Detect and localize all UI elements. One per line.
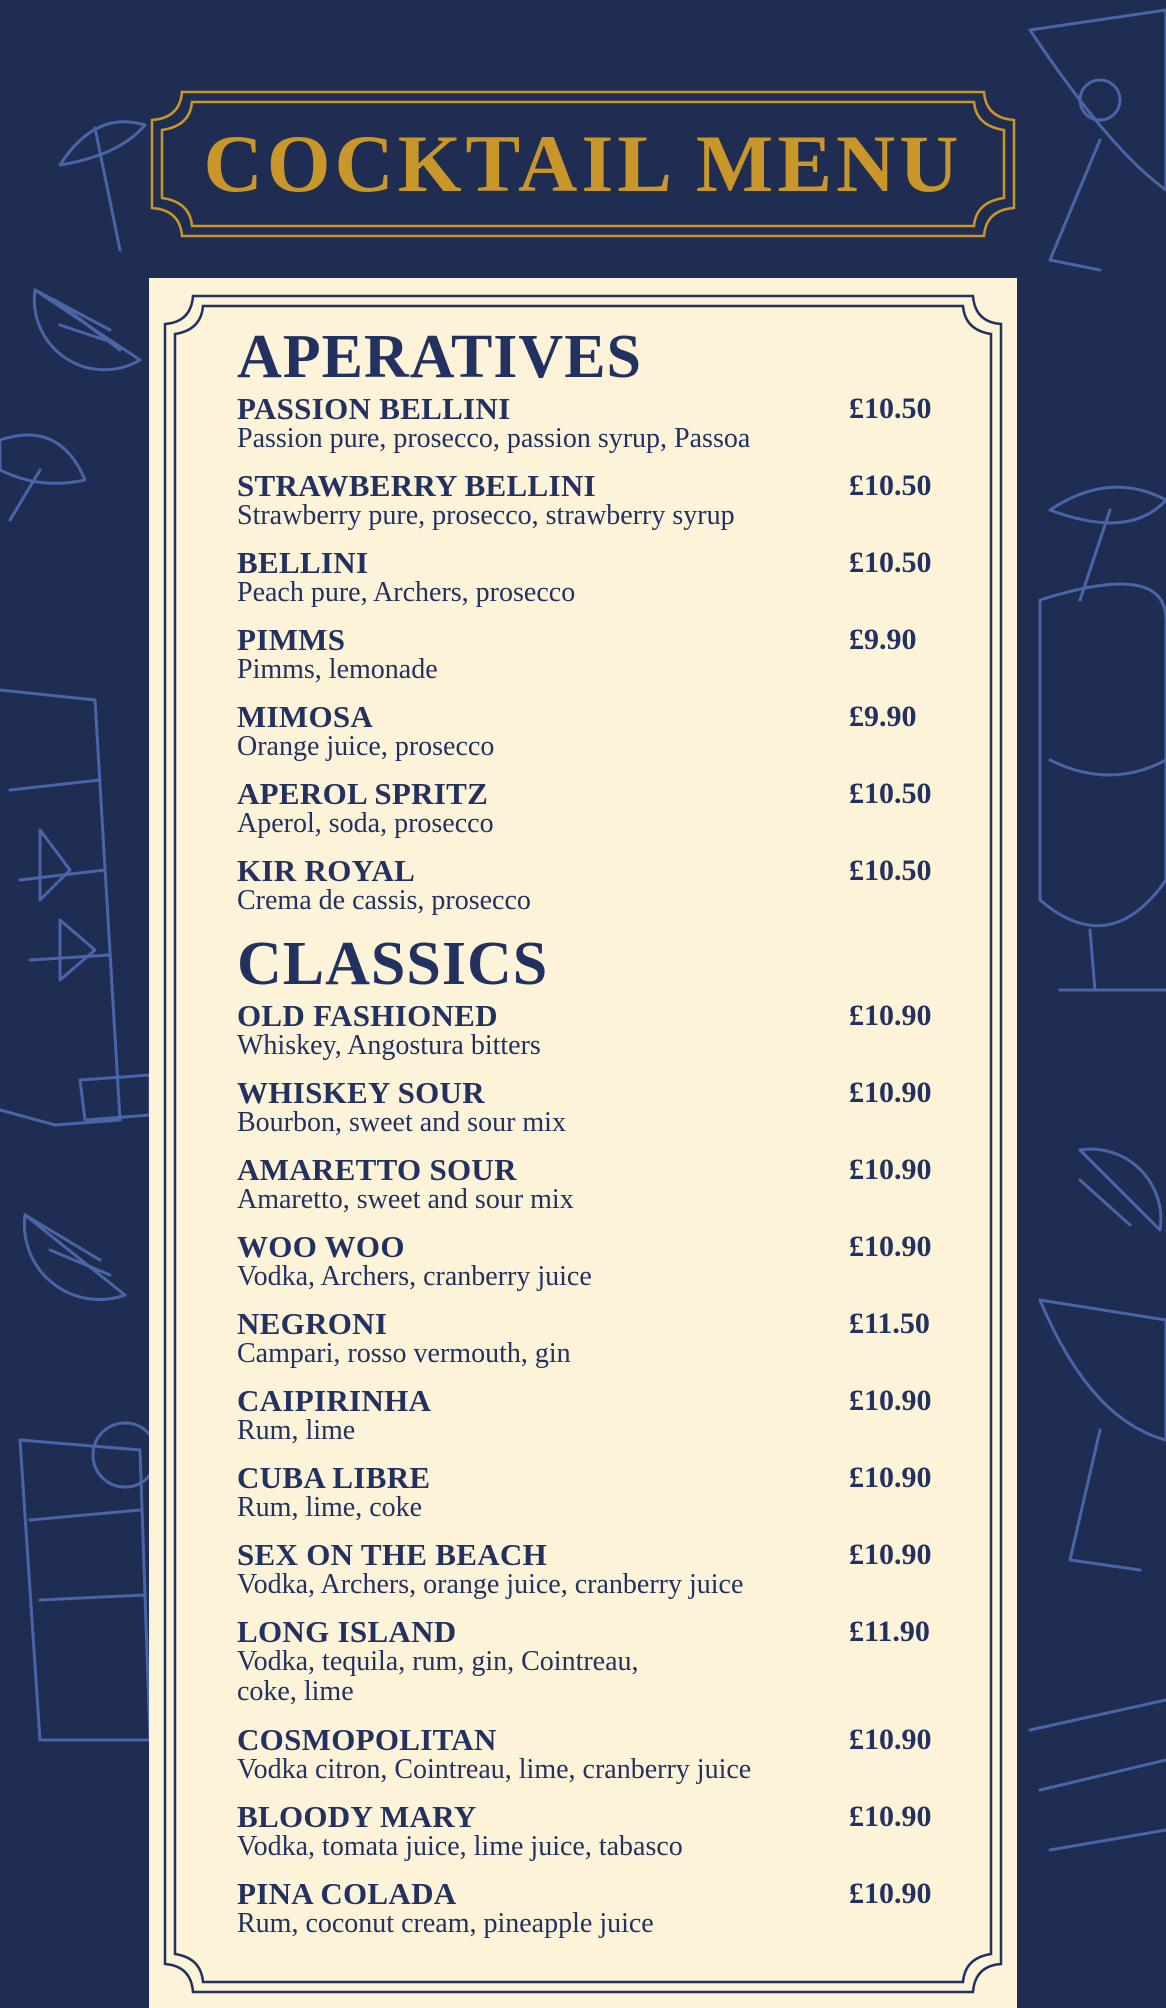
item-name: WHISKEY SOUR xyxy=(237,1075,485,1110)
menu-item xyxy=(237,999,957,1076)
menu-item xyxy=(237,1076,957,1153)
umbrella-icon xyxy=(0,435,85,520)
item-price: £10.50 xyxy=(849,469,932,502)
menu-item xyxy=(237,469,957,546)
menu-item xyxy=(237,623,957,700)
item-price: £10.90 xyxy=(849,1723,932,1756)
item-price: £10.90 xyxy=(849,1461,932,1494)
item-price: £10.90 xyxy=(849,1153,932,1186)
item-name: LONG ISLAND xyxy=(237,1614,457,1649)
item-description: Whiskey, Angostura bitters xyxy=(237,1030,541,1061)
martini-glass-icon xyxy=(1030,10,1166,270)
item-price: £11.90 xyxy=(849,1615,930,1648)
item-price: £10.90 xyxy=(849,1384,932,1417)
item-price: £10.90 xyxy=(849,1877,932,1910)
item-description: Peach pure, Archers, prosecco xyxy=(237,577,576,608)
item-name: NEGRONI xyxy=(237,1306,388,1341)
item-price: £10.50 xyxy=(849,854,932,887)
item-price: £9.90 xyxy=(849,700,917,733)
menu-content xyxy=(237,323,957,1954)
item-name: WOO WOO xyxy=(237,1229,405,1264)
item-price: £10.90 xyxy=(849,1076,932,1109)
item-price: £11.50 xyxy=(849,1307,930,1340)
item-name: COSMOPOLITAN xyxy=(237,1722,497,1757)
menu-panel xyxy=(149,278,1017,2008)
menu-item xyxy=(237,1384,957,1461)
item-description: Vodka citron, Cointreau, lime, cranberry juice xyxy=(237,1754,752,1785)
lime-slice-icon xyxy=(34,290,140,370)
menu-item xyxy=(237,1877,957,1954)
item-name: AMARETTO SOUR xyxy=(237,1152,517,1187)
menu-item xyxy=(237,546,957,623)
lime-slice-icon xyxy=(24,1215,125,1300)
section-title-classics: CLASSICS xyxy=(237,930,549,998)
item-description: Rum, coconut cream, pineapple juice xyxy=(237,1908,654,1939)
glass-icon xyxy=(1030,1700,1166,1850)
item-description xyxy=(237,1647,897,1707)
item-name: CAIPIRINHA xyxy=(237,1383,432,1418)
item-name: CUBA LIBRE xyxy=(237,1460,431,1495)
menu-item xyxy=(237,1723,957,1800)
item-price: £10.50 xyxy=(849,392,932,425)
item-name: BLOODY MARY xyxy=(237,1799,477,1834)
menu-item xyxy=(237,1153,957,1230)
menu-item xyxy=(237,1230,957,1307)
page-title: COCKTAIL MENU xyxy=(203,118,963,209)
item-description: Bourbon, sweet and sour mix xyxy=(237,1107,566,1138)
item-description: Vodka, Archers, cranberry juice xyxy=(237,1261,592,1292)
lime-slice-icon xyxy=(1080,1149,1161,1230)
umbrella-icon xyxy=(60,122,145,250)
martini-glass-icon xyxy=(1040,1300,1166,1570)
menu-item xyxy=(237,392,957,469)
item-price: £9.90 xyxy=(849,623,917,656)
item-name: STRAWBERRY BELLINI xyxy=(237,468,596,503)
menu-item xyxy=(237,777,957,854)
item-price: £10.50 xyxy=(849,546,932,579)
item-description-line: coke, lime xyxy=(237,1676,354,1707)
item-description: Strawberry pure, prosecco, strawberry syrup xyxy=(237,500,735,531)
item-description: Aperol, soda, prosecco xyxy=(237,808,494,839)
menu-item xyxy=(237,1461,957,1538)
item-description: Crema de cassis, prosecco xyxy=(237,885,531,916)
item-name: PINA COLADA xyxy=(237,1876,457,1911)
item-price: £10.90 xyxy=(849,1230,932,1263)
item-description: Orange juice, prosecco xyxy=(237,731,495,762)
item-name: BELLINI xyxy=(237,545,369,580)
item-name: SEX ON THE BEACH xyxy=(237,1537,548,1572)
glass-icon xyxy=(20,1423,157,1740)
umbrella-icon xyxy=(1050,487,1166,600)
item-name: KIR ROYAL xyxy=(237,853,416,888)
item-price: £10.50 xyxy=(849,777,932,810)
glass-icon xyxy=(0,690,150,1125)
item-description: Amaretto, sweet and sour mix xyxy=(237,1184,574,1215)
item-description: Vodka, tomata juice, lime juice, tabasco xyxy=(237,1831,683,1862)
menu-item xyxy=(237,1307,957,1384)
menu-item xyxy=(237,1615,957,1723)
item-price: £10.90 xyxy=(849,1800,932,1833)
menu-item xyxy=(237,1538,957,1615)
item-description: Campari, rosso vermouth, gin xyxy=(237,1338,571,1369)
item-name: APEROL SPRITZ xyxy=(237,776,489,811)
item-description: Pimms, lemonade xyxy=(237,654,438,685)
menu-item xyxy=(237,854,957,931)
title-banner xyxy=(150,90,1016,238)
item-price: £10.90 xyxy=(849,999,932,1032)
item-price: £10.90 xyxy=(849,1538,932,1571)
item-description: Passion pure, prosecco, passion syrup, Passoa xyxy=(237,423,751,454)
item-name: OLD FASHIONED xyxy=(237,998,498,1033)
section-title-aperatives: APERATIVES xyxy=(237,323,643,391)
item-description: Rum, lime, coke xyxy=(237,1492,423,1523)
item-name: PASSION BELLINI xyxy=(237,391,511,426)
item-description: Vodka, Archers, orange juice, cranberry juice xyxy=(237,1569,744,1600)
item-name: MIMOSA xyxy=(237,699,374,734)
item-description-line: Vodka, tequila, rum, gin, Cointreau, xyxy=(237,1646,639,1677)
wine-glass-icon xyxy=(1040,584,1166,990)
menu-item xyxy=(237,700,957,777)
item-description: Rum, lime xyxy=(237,1415,356,1446)
menu-item xyxy=(237,1800,957,1877)
item-name: PIMMS xyxy=(237,622,346,657)
